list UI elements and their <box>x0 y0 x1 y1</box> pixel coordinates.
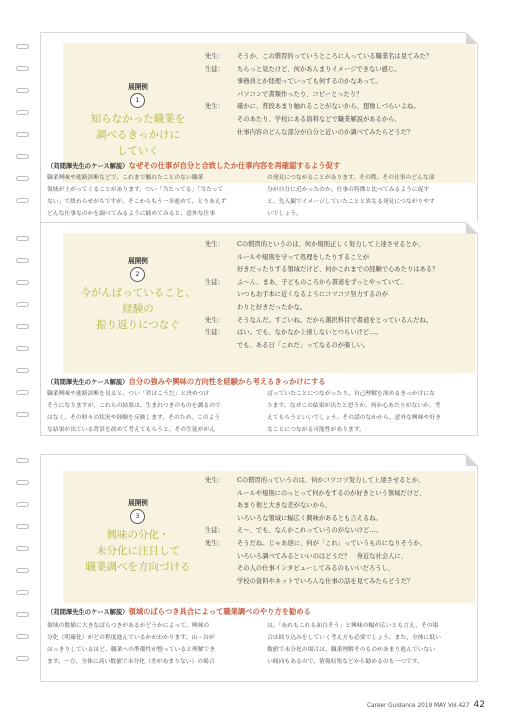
binder-ring <box>16 258 29 263</box>
speaker: 生徒： <box>205 329 224 337</box>
dialog-line <box>205 563 477 576</box>
comment-prefix: （苅間澤先生のケース解説） <box>47 609 129 616</box>
speaker: 先生： <box>205 316 224 324</box>
utterance: 事務員とか経理っていっても何するのかなあって。 <box>237 78 382 86</box>
comment-title: 領域のばらつき具合によって職業調べのやり方を勧める <box>128 607 311 616</box>
utterance: でも、ある日「これだ」ってなるのが楽しい。 <box>237 341 370 349</box>
binder-ring <box>16 502 29 507</box>
case-card-3 <box>40 454 478 682</box>
dialog-line <box>205 89 477 102</box>
utterance: ルールや規則にのっとって何かをするのが好きという領域だけど、 <box>237 489 426 497</box>
comment-title: 自分の強みや興味の方向性を経験から考えるきっかけにする <box>128 377 326 386</box>
case-2-dialog <box>205 239 477 352</box>
utterance: あまり他と大きな差がないから、 <box>237 502 332 510</box>
comment-line: 領域の数値に大きなばらつきがあるかどうかによって、興味の <box>47 623 210 629</box>
utterance: Cの慣習的っていうのは、何かコツコツ努力して上達させるとか、 <box>237 477 425 484</box>
case-2-label: 展開例 <box>128 257 148 265</box>
utterance: ふ〜ん、まあ、子どものころから書道をずっとやっていて、 <box>237 278 407 286</box>
dialog-line <box>205 513 477 526</box>
dialog-line <box>205 114 477 127</box>
comment-line: と、先入観でイメージしていたことと異なる発見につながりやす <box>267 198 435 205</box>
case-3-comment-left <box>47 621 247 669</box>
case-3-number: 3 <box>130 509 145 524</box>
speaker: 先生： <box>205 539 224 547</box>
dialog-line <box>205 500 477 513</box>
case-2-comment-left <box>47 389 247 437</box>
binder-ring <box>16 368 29 373</box>
comment-line: い傾向もあるので、情報収集などから勧めるのも一つです。 <box>267 658 423 665</box>
binder-ring <box>16 346 29 351</box>
binder-ring <box>16 480 29 485</box>
dialog-line <box>205 475 477 488</box>
utterance: はい。でも、なかなか上達しないとつらいけど…。 <box>237 329 382 337</box>
comment-line: 職業興味や進路診断を見ると、つい「君はこうだ」と決めつけ <box>47 391 210 397</box>
comment-line: ます。一方、全体に高い数値で未分化（差があまりない）の場合 <box>47 658 215 665</box>
dialog-line <box>205 264 477 277</box>
binder-ring <box>16 132 29 137</box>
binder-ring <box>16 198 29 203</box>
comment-line: な結果が出ている背景を改めて考えてもらうと、その生徒ががん <box>47 426 216 433</box>
utterance: 学校の資料やネットでいろんな仕事の話を見てみたらどうだ？ <box>237 577 414 585</box>
binder-ring <box>16 302 29 307</box>
speaker: 先生： <box>205 477 224 484</box>
case-3-label: 展開例 <box>128 499 148 507</box>
binder-ring <box>16 88 29 93</box>
utterance: ちらっと見たけど、何かあんまりイメージできない感じ。 <box>237 65 401 73</box>
comment-title: なぜその仕事が自分と合致したか仕事内容を再確認するよう促す <box>128 161 341 170</box>
binder-ring <box>16 590 29 595</box>
comment-line: どんな仕事なのかを調べてみるように勧めてみると、意外な仕事 <box>47 210 216 217</box>
dialog-line <box>205 101 477 114</box>
binder-ring <box>16 280 29 285</box>
comment-line: いでしょう。 <box>267 210 302 217</box>
case-1-number: 1 <box>130 93 145 108</box>
dialog-line <box>205 551 477 564</box>
comment-line: ばっていたことにつながったり、自己理解を深めるきっかけにな <box>267 391 435 397</box>
utterance: そうだね。じゃあ逆に、何が「これ」っていうものになりそうか、 <box>237 539 426 547</box>
comment-prefix: （苅間澤先生のケース解説） <box>47 163 129 170</box>
dialog-line <box>205 327 477 340</box>
case-1-dialog <box>205 51 477 139</box>
speaker: 生徒： <box>205 278 224 286</box>
speaker: 先生： <box>205 53 224 60</box>
utterance: 確かに、普段あまり触れることがないから、想像しづらいよね。 <box>237 103 420 111</box>
utterance: え〜、でも、なんかこれっていうのがないけど…。 <box>237 527 382 535</box>
case-2-comment-heading <box>47 377 326 387</box>
case-3-dialog <box>205 475 477 588</box>
dialog-line <box>205 576 477 589</box>
binder-ring <box>16 110 29 115</box>
utterance: ルールや規則を守って処理をしたりすることが <box>237 253 370 261</box>
utterance: そうか、この慣習的っていうところに入っている職業名は見てみた？ <box>237 53 433 60</box>
speaker: 生徒： <box>205 65 224 73</box>
binder-ring <box>16 412 29 417</box>
case-2-number: 2 <box>130 267 145 282</box>
binder-ring <box>16 612 29 617</box>
comment-line: 数値で未分化の場合は、職業理解そのものがあまり進んでいない <box>267 646 436 653</box>
dialog-line <box>205 289 477 302</box>
dialog-line <box>205 488 477 501</box>
case-3-dialog-panel <box>63 471 475 603</box>
comment-line: ります。なぜこの結果が出たと思うか、何か心あたりがないか、考 <box>267 402 441 409</box>
case-1-comment-heading <box>47 161 340 171</box>
comment-line: 分が自分に近かったのか、仕事の特徴と比べてみるように促す <box>267 186 430 193</box>
case-2-comment-right <box>267 389 467 437</box>
comment-line: そうになりますが、これらの結果は、生まれつきのものを測るので <box>47 402 221 409</box>
comment-line: はなく、その時々の状況や経験を反映します。そのため、このよう <box>47 414 221 421</box>
comment-line: 領域が上がってくることがあります。つい「当たってる」「当たって <box>47 186 224 193</box>
binder-ring <box>16 546 29 551</box>
speaker: 先生： <box>205 241 224 248</box>
page-footer <box>367 700 485 710</box>
dialog-line <box>205 277 477 290</box>
dialog-line <box>205 525 477 538</box>
comment-line: 職業興味や進路診断などで、これまで触れたことのない職業 <box>47 175 204 181</box>
binder-ring <box>16 524 29 529</box>
comment-line: 合は絞り込みをしていく考え方も必要でしょう。また、全体に低い <box>267 634 441 641</box>
utterance: 好きだったりする領域だけど、何かこれまでの経験で心あたりはある？ <box>237 266 439 274</box>
case-2-title: 今がんばっていること、 経験の 振り返りにつなぐ <box>80 287 196 331</box>
binder-ring <box>16 324 29 329</box>
binder-ring <box>16 656 29 661</box>
page-number: 42 <box>473 700 485 710</box>
binder-ring <box>16 176 29 181</box>
magazine-issue: Career Guidance 2019 MAY Vol.427 <box>366 703 470 709</box>
case-1-title: 知らなかった職業を 調べるきっかけに していく <box>90 113 186 157</box>
case-3-comment-heading <box>47 607 311 617</box>
dialog-line <box>205 51 477 64</box>
speaker: 先生： <box>205 103 224 111</box>
binder-ring <box>16 634 29 639</box>
dialog-line <box>205 538 477 551</box>
dialog-line <box>205 315 477 328</box>
comment-line: の発見につながることがあります。その際、その仕事のどんな部 <box>267 175 435 181</box>
case-3-title: 興味の分化・ 未分化に注目して 職業調べを方向づける <box>85 529 191 573</box>
utterance: Cの慣習的というのは、何か規則正しく努力して上達させるとか、 <box>237 241 425 248</box>
utterance: そのあたり、学校にある資料などで職業解説があるから、 <box>237 115 401 123</box>
dialog-line <box>205 76 477 89</box>
case-1-comment-left <box>47 173 247 221</box>
comment-prefix: （苅間澤先生のケース解説） <box>47 379 129 386</box>
comment-line: なことにつながる可能性があります。 <box>267 426 365 433</box>
utterance: その人の仕事インタビューしてみるのもいいだろうし、 <box>237 565 395 573</box>
case-2-dialog-panel <box>63 233 475 373</box>
case-card-1 <box>40 32 478 224</box>
comment-line: 分化（明確化）がどの程度進んでいるかがわかります。山・谷が <box>47 634 215 641</box>
utterance: いろいろな領域に幅広く興味があるとも言えるね。 <box>237 514 382 522</box>
binder-ring <box>16 154 29 159</box>
binder-ring <box>16 236 29 241</box>
comment-line: は、「あれもこれも面白そう」と興味の幅が広いとも言え、その場 <box>267 623 439 629</box>
case-card-2 <box>40 222 478 436</box>
utterance: パソコンで書類作ったり、コピーとったり？ <box>237 90 363 98</box>
comment-line: はっきりしているほど、職業への準備性が整っていると理解でき <box>47 646 216 653</box>
case-1-comment-right <box>267 173 467 221</box>
utterance: そうなんだ。すごいね。だから選択科目で書道をとっているんだね。 <box>237 316 433 324</box>
comment-line: ない」で終わらせがちですが、そこからもう一歩進めて、とりあえず <box>47 198 227 205</box>
dialog-line <box>205 252 477 265</box>
binder-ring <box>16 458 29 463</box>
case-3-comment-right <box>267 621 467 669</box>
utterance: いつもお手本に近くなるようにコツコツ努力するのが <box>237 291 388 299</box>
binder-ring <box>16 568 29 573</box>
speaker: 生徒： <box>205 527 224 535</box>
dialog-line <box>205 64 477 77</box>
binder-ring <box>16 44 29 49</box>
utterance: 仕事内容のどんな部分が自分と近いのか調べてみたらどうだ？ <box>237 128 414 136</box>
case-1-label: 展開例 <box>128 83 148 91</box>
utterance: わりと好きだったかな。 <box>237 303 307 311</box>
utterance: いろいろ調べてみるといいのはどうだ？ 身近な社会人に、 <box>237 552 408 560</box>
comment-line: えてもらうといいでしょう。その話のなかから、意外な興味や好き <box>267 414 441 421</box>
dialog-line <box>205 302 477 315</box>
dialog-line <box>205 127 477 140</box>
binder-ring <box>16 66 29 71</box>
dialog-line <box>205 340 477 353</box>
dialog-line <box>205 239 477 252</box>
binder-ring <box>16 390 29 395</box>
